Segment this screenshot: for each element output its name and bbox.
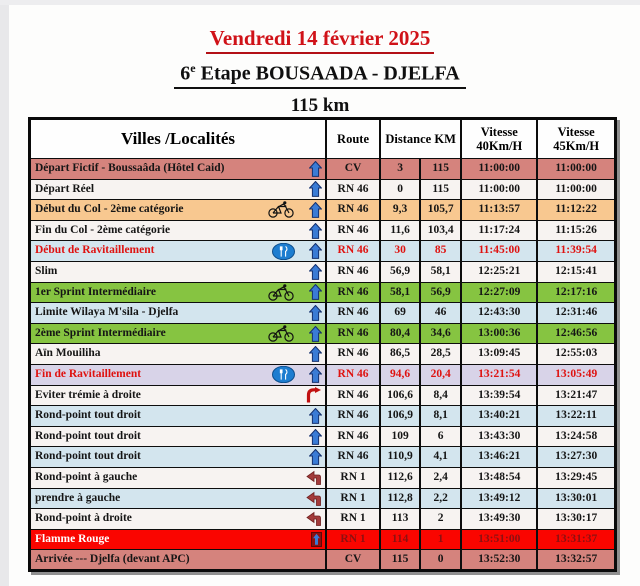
locality-label: 1er Sprint Intermédiaire — [35, 285, 156, 298]
cell-time-45kmh: 11:15:26 — [537, 220, 615, 241]
table-row — [30, 385, 616, 406]
locality-label: Rond-point tout droit — [35, 429, 141, 442]
cell-locality — [30, 529, 326, 550]
cell-time-40kmh: 13:39:54 — [461, 385, 537, 406]
cell-distance-km: 56,9 — [380, 261, 420, 282]
cell-route: RN 46 — [326, 426, 380, 447]
cell-route: RN 46 — [326, 323, 380, 344]
header-route: Route — [326, 119, 380, 159]
cell-time-45kmh: 13:05:49 — [537, 364, 615, 385]
turn-left-arrow-icon — [306, 491, 322, 506]
cell-time-40kmh: 13:40:21 — [461, 406, 537, 427]
cell-locality — [30, 241, 326, 262]
cell-route: RN 46 — [326, 200, 380, 221]
cell-time-45kmh: 13:22:11 — [537, 406, 615, 427]
cyclist-icon — [267, 201, 295, 218]
cell-distance-km: 114 — [380, 529, 420, 550]
cell-distance-remaining: 103,4 — [420, 220, 461, 241]
cell-distance-remaining: 115 — [420, 179, 461, 200]
stage-ordinal-sup: e — [190, 61, 196, 75]
up-arrow-icon — [309, 181, 322, 197]
cell-distance-remaining: 115 — [420, 159, 461, 180]
cell-distance-remaining: 2,4 — [420, 467, 461, 488]
cell-time-45kmh: 13:21:47 — [537, 385, 615, 406]
row-icons — [309, 181, 322, 197]
cell-time-45kmh: 12:46:56 — [537, 323, 615, 344]
cell-locality — [30, 323, 326, 344]
cell-distance-remaining: 0 — [420, 550, 461, 571]
table-row — [30, 261, 616, 282]
cell-time-40kmh: 13:48:54 — [461, 467, 537, 488]
cell-route: RN 46 — [326, 385, 380, 406]
cell-distance-remaining: 85 — [420, 241, 461, 262]
table-row — [30, 364, 616, 385]
cell-route: RN 46 — [326, 261, 380, 282]
table-row — [30, 488, 616, 509]
cell-time-45kmh: 13:24:58 — [537, 426, 615, 447]
up-arrow-icon — [309, 202, 322, 218]
locality-label: Slim — [35, 265, 58, 278]
cell-route: RN 46 — [326, 344, 380, 365]
cell-distance-km: 3 — [380, 159, 420, 180]
locality-label: Départ Fictif - Boussaâda (Hôtel Caid) — [35, 162, 225, 175]
stage-label: Etape BOUSAADA - DJELFA — [195, 62, 460, 85]
up-arrow-icon — [309, 305, 322, 321]
cell-locality — [30, 159, 326, 180]
cell-time-40kmh: 12:43:30 — [461, 303, 537, 324]
locality-label: Fin du Col - 2ème catégorie — [35, 223, 171, 236]
up-arrow-icon — [309, 449, 322, 465]
row-icons — [306, 491, 322, 506]
cell-route: RN 46 — [326, 220, 380, 241]
turn-left-arrow-icon — [306, 511, 322, 526]
header-vitesse-45-line2: 45Km/H — [553, 139, 600, 153]
cell-time-40kmh: 13:09:45 — [461, 344, 537, 365]
cell-route: RN 1 — [326, 529, 380, 550]
row-icons — [309, 346, 322, 362]
table-row — [30, 467, 616, 488]
cell-time-45kmh: 13:27:30 — [537, 447, 615, 468]
row-icons — [309, 449, 322, 465]
cell-time-45kmh: 11:00:00 — [537, 159, 615, 180]
cell-distance-km: 109 — [380, 426, 420, 447]
cell-route: CV — [326, 550, 380, 571]
table-row — [30, 200, 616, 221]
cell-distance-km: 112,8 — [380, 488, 420, 509]
cell-distance-remaining: 4,1 — [420, 447, 461, 468]
cell-locality — [30, 344, 326, 365]
cell-route: RN 1 — [326, 488, 380, 509]
row-icons — [272, 243, 322, 260]
cell-time-40kmh: 12:25:21 — [461, 261, 537, 282]
cell-time-40kmh: 13:52:30 — [461, 550, 537, 571]
cell-time-45kmh: 12:17:16 — [537, 282, 615, 303]
locality-label: 2ème Sprint Intermédiaire — [35, 326, 166, 339]
cell-distance-km: 58,1 — [380, 282, 420, 303]
row-icons — [309, 264, 322, 280]
cell-distance-km: 9,3 — [380, 200, 420, 221]
cell-distance-remaining: 58,1 — [420, 261, 461, 282]
cell-time-40kmh: 13:51:00 — [461, 529, 537, 550]
locality-label: Flamme Rouge — [35, 532, 110, 545]
restaurant-icon — [272, 366, 295, 383]
cell-time-40kmh: 13:43:30 — [461, 426, 537, 447]
cell-time-40kmh: 11:45:00 — [461, 241, 537, 262]
up-arrow-icon — [309, 284, 322, 300]
cell-time-40kmh: 13:46:21 — [461, 447, 537, 468]
locality-label: Eviter trémie à droite — [35, 388, 141, 401]
table-row — [30, 406, 616, 427]
row-icons — [306, 470, 322, 485]
table-body — [30, 159, 616, 571]
page-header — [0, 26, 640, 120]
scan-edge-top — [0, 0, 640, 5]
row-icons — [306, 511, 322, 526]
table-row — [30, 344, 616, 365]
up-arrow-icon — [309, 161, 322, 177]
table-row — [30, 550, 616, 571]
cell-time-45kmh: 13:31:37 — [537, 529, 615, 550]
cell-time-45kmh: 12:55:03 — [537, 344, 615, 365]
cell-distance-km: 0 — [380, 179, 420, 200]
locality-label: Rond-point à droite — [35, 512, 132, 525]
locality-label: Limite Wilaya M'sila - Djelfa — [35, 306, 179, 319]
cell-distance-km: 106,9 — [380, 406, 420, 427]
table-row — [30, 323, 616, 344]
cell-time-40kmh: 13:49:12 — [461, 488, 537, 509]
locality-label: Arrivée --- Djelfa (devant APC) — [35, 552, 190, 565]
cell-locality — [30, 509, 326, 530]
cell-distance-remaining: 8,1 — [420, 406, 461, 427]
row-icons — [267, 201, 322, 218]
cell-locality — [30, 406, 326, 427]
up-arrow-icon — [309, 223, 322, 239]
table-row — [30, 509, 616, 530]
cell-locality — [30, 200, 326, 221]
up-arrow-icon — [309, 408, 322, 424]
cell-distance-remaining: 1 — [420, 529, 461, 550]
cell-route: RN 46 — [326, 241, 380, 262]
row-icons — [309, 408, 322, 424]
cell-route: RN 46 — [326, 282, 380, 303]
cell-route: RN 1 — [326, 467, 380, 488]
row-icons — [267, 325, 322, 342]
header-row — [30, 119, 616, 159]
stage-title — [174, 61, 465, 89]
row-icons — [311, 532, 322, 547]
cell-time-40kmh: 12:27:09 — [461, 282, 537, 303]
cell-locality — [30, 220, 326, 241]
cell-distance-remaining: 34,6 — [420, 323, 461, 344]
locality-label: Rond-point tout droit — [35, 450, 141, 463]
locality-label: Début de Ravitaillement — [35, 244, 155, 257]
up-arrow-icon — [309, 367, 322, 383]
cell-time-45kmh: 11:39:54 — [537, 241, 615, 262]
cyclist-icon — [267, 284, 295, 301]
cell-distance-remaining: 20,4 — [420, 364, 461, 385]
locality-label: Fin de Ravitaillement — [35, 367, 142, 380]
table-row — [30, 447, 616, 468]
cell-route: RN 1 — [326, 509, 380, 530]
table-row — [30, 220, 616, 241]
up-arrow-icon — [309, 326, 322, 342]
cell-time-45kmh: 12:31:46 — [537, 303, 615, 324]
cell-distance-remaining: 8,4 — [420, 385, 461, 406]
cell-locality — [30, 364, 326, 385]
cell-time-40kmh: 13:49:30 — [461, 509, 537, 530]
cell-time-45kmh: 11:12:22 — [537, 200, 615, 221]
row-icons — [309, 429, 322, 445]
up-arrow-icon — [309, 243, 322, 259]
cell-time-45kmh: 13:29:45 — [537, 467, 615, 488]
cell-time-40kmh: 11:00:00 — [461, 179, 537, 200]
cyclist-icon — [267, 325, 295, 342]
header-distance-km: Distance KM — [380, 119, 461, 159]
up-arrow-icon — [309, 346, 322, 362]
row-icons — [306, 387, 322, 403]
cell-distance-km: 80,4 — [380, 323, 420, 344]
flamme-rouge-marker-icon — [311, 532, 322, 547]
cell-route: CV — [326, 159, 380, 180]
stage-distance-title: 115 km — [287, 95, 354, 120]
cell-distance-km: 106,6 — [380, 385, 420, 406]
cell-locality — [30, 303, 326, 324]
cell-time-45kmh: 12:15:41 — [537, 261, 615, 282]
table-row — [30, 179, 616, 200]
cell-time-40kmh: 13:00:36 — [461, 323, 537, 344]
cell-distance-km: 110,9 — [380, 447, 420, 468]
table-row — [30, 303, 616, 324]
cell-time-40kmh: 13:21:54 — [461, 364, 537, 385]
header-vitesse-45-line1: Vitesse — [557, 124, 595, 139]
cell-route: RN 46 — [326, 303, 380, 324]
cell-time-40kmh: 11:13:57 — [461, 200, 537, 221]
cell-time-45kmh: 11:00:00 — [537, 179, 615, 200]
cell-distance-remaining: 46 — [420, 303, 461, 324]
cell-time-40kmh: 11:17:24 — [461, 220, 537, 241]
itinerary-table — [28, 117, 617, 572]
header-vitesse-45 — [537, 119, 615, 159]
table-row — [30, 529, 616, 550]
cell-distance-km: 94,6 — [380, 364, 420, 385]
cell-route: RN 46 — [326, 179, 380, 200]
cell-locality — [30, 426, 326, 447]
up-arrow-icon — [309, 429, 322, 445]
cell-route: RN 46 — [326, 364, 380, 385]
locality-label: prendre à gauche — [35, 491, 121, 504]
cell-distance-remaining: 6 — [420, 426, 461, 447]
stage-number: 6 — [180, 62, 191, 85]
cell-distance-remaining: 2,2 — [420, 488, 461, 509]
row-icons — [267, 284, 322, 301]
cell-locality — [30, 179, 326, 200]
cell-distance-remaining: 28,5 — [420, 344, 461, 365]
cell-distance-km: 115 — [380, 550, 420, 571]
turn-left-arrow-icon — [306, 470, 322, 485]
date-title: Vendredi 14 février 2025 — [206, 26, 435, 54]
header-villes-localites: Villes /Localités — [30, 119, 326, 159]
table-row — [30, 241, 616, 262]
cell-distance-km: 11,6 — [380, 220, 420, 241]
cell-locality — [30, 282, 326, 303]
cell-distance-km: 30 — [380, 241, 420, 262]
cell-distance-remaining: 105,7 — [420, 200, 461, 221]
cell-distance-remaining: 2 — [420, 509, 461, 530]
header-vitesse-40-line1: Vitesse — [480, 124, 518, 139]
cell-time-45kmh: 13:30:01 — [537, 488, 615, 509]
row-icons — [272, 366, 322, 383]
curve-right-arrow-icon — [306, 387, 322, 403]
cell-distance-km: 112,6 — [380, 467, 420, 488]
table-row — [30, 282, 616, 303]
cell-distance-remaining: 56,9 — [420, 282, 461, 303]
table-header — [30, 119, 616, 159]
locality-label: Rond-point à gauche — [35, 470, 138, 483]
header-vitesse-40 — [461, 119, 537, 159]
restaurant-icon — [272, 243, 295, 260]
row-icons — [309, 305, 322, 321]
cell-route: RN 46 — [326, 406, 380, 427]
table-row — [30, 159, 616, 180]
locality-label: Aïn Mouiliha — [35, 347, 101, 360]
locality-label: Départ Réel — [35, 182, 95, 195]
row-icons — [309, 161, 322, 177]
cell-locality — [30, 488, 326, 509]
cell-distance-km: 69 — [380, 303, 420, 324]
cell-locality — [30, 385, 326, 406]
cell-distance-km: 113 — [380, 509, 420, 530]
locality-label: Début du Col - 2ème catégorie — [35, 203, 184, 216]
table-row — [30, 426, 616, 447]
cell-locality — [30, 467, 326, 488]
cell-route: RN 46 — [326, 447, 380, 468]
cell-time-45kmh: 13:30:17 — [537, 509, 615, 530]
header-vitesse-40-line2: 40Km/H — [476, 139, 523, 153]
cell-time-40kmh: 11:00:00 — [461, 159, 537, 180]
cell-locality — [30, 550, 326, 571]
cell-time-45kmh: 13:32:57 — [537, 550, 615, 571]
locality-label: Rond-point tout droit — [35, 409, 141, 422]
row-icons — [309, 223, 322, 239]
up-arrow-icon — [309, 264, 322, 280]
cell-distance-km: 86,5 — [380, 344, 420, 365]
cell-locality — [30, 447, 326, 468]
cell-locality — [30, 261, 326, 282]
